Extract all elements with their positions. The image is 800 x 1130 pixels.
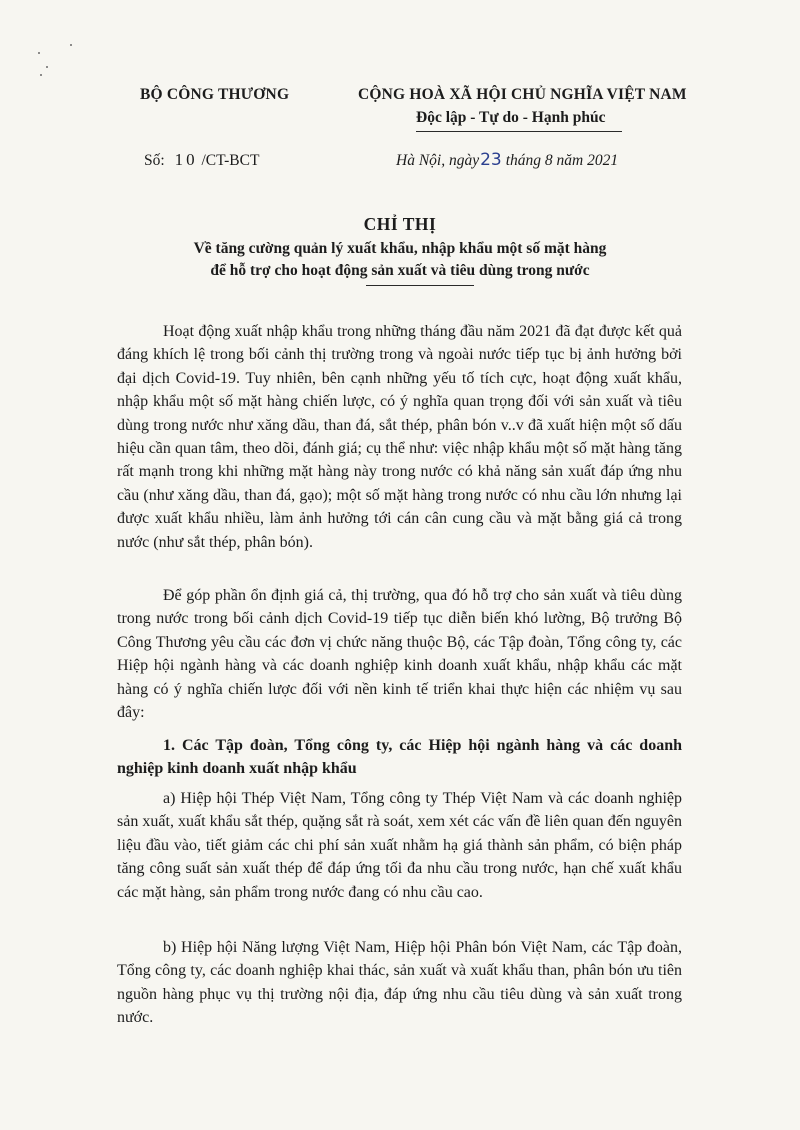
national-motto: Độc lập - Tự do - Hạnh phúc [416,109,606,126]
motto-underline [416,131,622,132]
national-title: CỘNG HOÀ XÃ HỘI CHỦ NGHĨA VIỆT NAM [358,86,687,103]
scan-speck [46,66,48,68]
scan-speck [38,52,40,54]
issue-date-prefix: Hà Nội, ngày [396,152,480,169]
paragraph-context: Hoạt động xuất nhập khẩu trong những tháng đầu năm 2021 đã đạt được kết quả đáng khích lệ trong bối cảnh thị trường trong và ngoài nước tiếp tục bị ảnh hưởng bởi đại dịch Covid-19. Tuy nhiên, bên cạnh những yếu tố tích cực, hoạt động xuất khẩu, nhập khẩu một số mặt hàng chiến lược, có ý nghĩa quan trọng đối với sản xuất và tiêu dùng trong nước như xăng dầu, than đá, sắt thép, phân bón v..v đã xuất hiện một số dấu hiệu cần quan tâm, theo dõi, đánh giá; cụ thể như: việc nhập khẩu một số mặt hàng tăng rất mạnh trong khi những mặt hàng này trong nước có khả năng sản xuất đáp ứng nhu cầu (như xăng dầu, than đá, gạo); một số mặt hàng trong nước có nhu cầu lớn nhưng lại được xuất khẩu nhiều, làm ảnh hưởng tới cán cân cung cầu và mặt bằng giá cả trong nước (như sắt thép, phân bón). [117,323,682,551]
document-type: CHỈ THỊ [363,214,437,234]
scan-speck [70,44,72,46]
item-b: b) Hiệp hội Năng lượng Việt Nam, Hiệp hội Phân bón Việt Nam, các Tập đoàn, Tổng công ty, các doanh nghiệp khai thác, sản xuất và xuất khẩu than, phân bón ưu tiên nguồn hàng phục vụ thị trường nội địa, đáp ứng nhu cầu tiêu dùng và sản xuất trong nước. [117,939,682,1027]
scan-speck [40,74,42,76]
paragraph-request: Để góp phần ổn định giá cả, thị trường, qua đó hỗ trợ cho sản xuất và tiêu dùng trong nước trong bối cảnh dịch Covid-19 tiếp tục diễn biến khó lường, Bộ trưởng Bộ Công Thương yêu cầu các đơn vị chức năng thuộc Bộ, các Tập đoàn, Tổng công ty, các Hiệp hội ngành hàng và các doanh nghiệp kinh doanh xuất khẩu, nhập khẩu các mặt hàng có ý nghĩa chiến lược đối với nền kinh tế triển khai thực hiện các nhiệm vụ sau đây: [117,587,682,722]
issue-date-suffix: tháng 8 năm 2021 [505,152,619,169]
issuing-ministry: BỘ CÔNG THƯƠNG [140,86,290,103]
section-1-heading: 1. Các Tập đoàn, Tổng công ty, các Hiệp hội ngành hàng và các doanh nghiệp kinh doanh xuất nhập khẩu [117,737,682,778]
document-number [144,150,259,170]
document-number-suffix: /CT-BCT [201,152,260,169]
subject-underline [366,285,474,286]
item-a: a) Hiệp hội Thép Việt Nam, Tổng công ty Thép Việt Nam và các doanh nghiệp sản xuất, xuất khẩu sắt thép, quặng sắt rà soát, xem xét các vấn đề liên quan đến nguyên liệu đầu vào, tiết giảm các chi phí sản xuất nhằm hạ giá thành sản phẩm, có biện pháp tăng công suất sản xuất thép để đáp ứng tối đa nhu cầu trong nước, hạn chế xuất khẩu các mặt hàng, sản phẩm trong nước đang có nhu cầu cao. [117,790,682,901]
document-number-prefix: Số: [144,152,165,169]
issue-date [396,150,618,170]
document-number-value: 10 [174,150,198,169]
subject-line-2: để hỗ trợ cho hoạt động sản xuất và tiêu dùng trong nước [210,262,590,279]
issue-date-day: 23 [480,150,502,170]
subject-line-1: Về tăng cường quản lý xuất khẩu, nhập khẩu một số mặt hàng [193,240,607,257]
